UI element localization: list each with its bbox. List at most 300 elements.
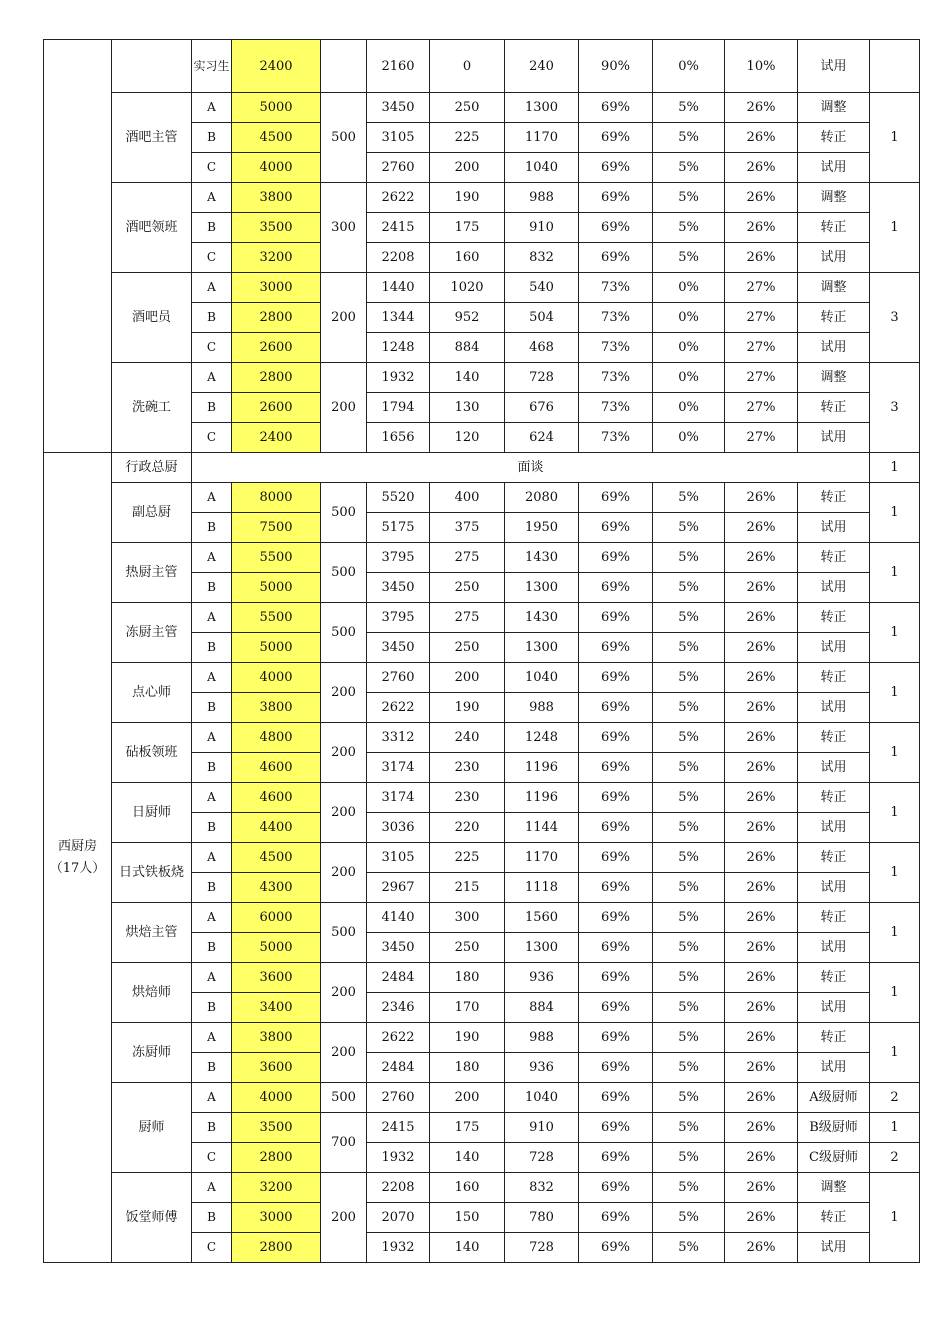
percent-cell: 26%: [725, 1113, 798, 1143]
grade-cell: C: [192, 153, 232, 183]
value-cell: 3312: [367, 723, 430, 753]
base-salary-cell: 3400: [232, 993, 321, 1023]
count-cell: 3: [870, 273, 920, 363]
value-cell: 3450: [367, 93, 430, 123]
percent-cell: 5%: [653, 1233, 725, 1263]
base-salary-cell: 2400: [232, 40, 321, 93]
percent-cell: 69%: [579, 1023, 653, 1053]
percent-cell: 26%: [725, 93, 798, 123]
value-cell: 240: [430, 723, 505, 753]
count-cell: 1: [870, 603, 920, 663]
grade-cell: B: [192, 633, 232, 663]
percent-cell: 69%: [579, 903, 653, 933]
grade-cell: B: [192, 933, 232, 963]
value-cell: 1040: [505, 663, 579, 693]
value-cell: 1430: [505, 543, 579, 573]
value-cell: 2622: [367, 1023, 430, 1053]
percent-cell: 26%: [725, 873, 798, 903]
grade-cell: B: [192, 393, 232, 423]
grade-cell: A: [192, 363, 232, 393]
value-cell: 3036: [367, 813, 430, 843]
value-cell: 275: [430, 603, 505, 633]
percent-cell: 5%: [653, 993, 725, 1023]
value-cell: 3174: [367, 783, 430, 813]
value-cell: 910: [505, 1113, 579, 1143]
percent-cell: 26%: [725, 1173, 798, 1203]
value-cell: 3174: [367, 753, 430, 783]
percent-cell: 69%: [579, 963, 653, 993]
value-cell: 150: [430, 1203, 505, 1233]
value-cell: 1144: [505, 813, 579, 843]
percent-cell: 5%: [653, 1113, 725, 1143]
percent-cell: 5%: [653, 633, 725, 663]
base-salary-cell: 3800: [232, 1023, 321, 1053]
value-cell: 170: [430, 993, 505, 1023]
note-cell: 转正: [798, 303, 870, 333]
note-cell: 调整: [798, 273, 870, 303]
count-cell: 2: [870, 1083, 920, 1113]
percent-cell: 73%: [579, 423, 653, 453]
value-cell: 1196: [505, 753, 579, 783]
percent-cell: 26%: [725, 903, 798, 933]
percent-cell: 5%: [653, 1173, 725, 1203]
percent-cell: 69%: [579, 603, 653, 633]
percent-cell: 69%: [579, 663, 653, 693]
count-cell: 1: [870, 1023, 920, 1083]
percent-cell: 5%: [653, 903, 725, 933]
count-cell: [870, 40, 920, 93]
percent-cell: 69%: [579, 543, 653, 573]
subsidy-cell: 200: [321, 723, 367, 783]
percent-cell: 26%: [725, 123, 798, 153]
value-cell: 2484: [367, 1053, 430, 1083]
value-cell: 952: [430, 303, 505, 333]
grade-cell: A: [192, 483, 232, 513]
value-cell: 1344: [367, 303, 430, 333]
note-cell: 转正: [798, 1023, 870, 1053]
grade-cell: B: [192, 573, 232, 603]
base-salary-cell: 4000: [232, 153, 321, 183]
base-salary-cell: 5000: [232, 933, 321, 963]
base-salary-cell: 3600: [232, 963, 321, 993]
value-cell: 832: [505, 1173, 579, 1203]
value-cell: 936: [505, 1053, 579, 1083]
subsidy-cell: 200: [321, 273, 367, 363]
percent-cell: 69%: [579, 213, 653, 243]
value-cell: 1118: [505, 873, 579, 903]
percent-cell: 5%: [653, 933, 725, 963]
value-cell: 2070: [367, 1203, 430, 1233]
position-cell: 洗碗工: [112, 363, 192, 453]
value-cell: 250: [430, 933, 505, 963]
subsidy-cell: 500: [321, 483, 367, 543]
note-cell: 试用: [798, 633, 870, 663]
base-salary-cell: 4000: [232, 1083, 321, 1113]
subsidy-cell: 500: [321, 603, 367, 663]
percent-cell: 5%: [653, 153, 725, 183]
base-salary-cell: 5000: [232, 93, 321, 123]
value-cell: 728: [505, 363, 579, 393]
grade-cell: A: [192, 603, 232, 633]
position-cell: 饭堂师傅: [112, 1173, 192, 1263]
note-cell: 转正: [798, 963, 870, 993]
percent-cell: 5%: [653, 1143, 725, 1173]
percent-cell: 5%: [653, 213, 725, 243]
grade-cell: A: [192, 543, 232, 573]
value-cell: 1300: [505, 573, 579, 603]
value-cell: 200: [430, 663, 505, 693]
value-cell: 1248: [505, 723, 579, 753]
percent-cell: 5%: [653, 1023, 725, 1053]
base-salary-cell: 3500: [232, 213, 321, 243]
value-cell: 200: [430, 1083, 505, 1113]
note-cell: 转正: [798, 213, 870, 243]
value-cell: 240: [505, 40, 579, 93]
grade-cell: A: [192, 783, 232, 813]
base-salary-cell: 3200: [232, 1173, 321, 1203]
base-salary-cell: 4800: [232, 723, 321, 753]
value-cell: 504: [505, 303, 579, 333]
count-cell: 1: [870, 963, 920, 1023]
percent-cell: 69%: [579, 753, 653, 783]
value-cell: 2484: [367, 963, 430, 993]
note-cell: 试用: [798, 873, 870, 903]
base-salary-cell: 3800: [232, 693, 321, 723]
value-cell: 130: [430, 393, 505, 423]
percent-cell: 0%: [653, 423, 725, 453]
position-cell: 酒吧领班: [112, 183, 192, 273]
percent-cell: 69%: [579, 93, 653, 123]
grade-cell: A: [192, 663, 232, 693]
value-cell: 200: [430, 153, 505, 183]
percent-cell: 69%: [579, 1113, 653, 1143]
percent-cell: 27%: [725, 273, 798, 303]
count-cell: 1: [870, 93, 920, 183]
percent-cell: 26%: [725, 843, 798, 873]
grade-cell: A: [192, 1083, 232, 1113]
percent-cell: 69%: [579, 183, 653, 213]
value-cell: 230: [430, 783, 505, 813]
value-cell: 2967: [367, 873, 430, 903]
grade-cell: B: [192, 123, 232, 153]
grade-cell: A: [192, 1023, 232, 1053]
value-cell: 400: [430, 483, 505, 513]
value-cell: 676: [505, 393, 579, 423]
position-cell: 酒吧员: [112, 273, 192, 363]
value-cell: 3795: [367, 543, 430, 573]
value-cell: 160: [430, 1173, 505, 1203]
value-cell: 175: [430, 213, 505, 243]
position-cell: 烘焙主管: [112, 903, 192, 963]
value-cell: 832: [505, 243, 579, 273]
percent-cell: 5%: [653, 243, 725, 273]
grade-cell: B: [192, 1053, 232, 1083]
value-cell: 160: [430, 243, 505, 273]
percent-cell: 26%: [725, 1023, 798, 1053]
percent-cell: 5%: [653, 783, 725, 813]
value-cell: 3105: [367, 843, 430, 873]
note-cell: 试用: [798, 813, 870, 843]
percent-cell: 26%: [725, 483, 798, 513]
base-salary-cell: 6000: [232, 903, 321, 933]
percent-cell: 26%: [725, 633, 798, 663]
percent-cell: 69%: [579, 483, 653, 513]
value-cell: 936: [505, 963, 579, 993]
grade-cell: B: [192, 693, 232, 723]
percent-cell: 73%: [579, 393, 653, 423]
position-cell: 点心师: [112, 663, 192, 723]
percent-cell: 26%: [725, 993, 798, 1023]
value-cell: 2760: [367, 1083, 430, 1113]
percent-cell: 5%: [653, 1203, 725, 1233]
percent-cell: 69%: [579, 1083, 653, 1113]
note-cell: 转正: [798, 543, 870, 573]
base-salary-cell: 7500: [232, 513, 321, 543]
count-cell: 1: [870, 903, 920, 963]
note-cell: 转正: [798, 663, 870, 693]
value-cell: 190: [430, 1023, 505, 1053]
percent-cell: 5%: [653, 1053, 725, 1083]
grade-cell: A: [192, 723, 232, 753]
subsidy-cell: 200: [321, 363, 367, 453]
value-cell: 3450: [367, 933, 430, 963]
percent-cell: 0%: [653, 303, 725, 333]
percent-cell: 26%: [725, 543, 798, 573]
percent-cell: 10%: [725, 40, 798, 93]
count-cell: 1: [870, 1173, 920, 1263]
grade-cell: B: [192, 813, 232, 843]
value-cell: 250: [430, 633, 505, 663]
note-cell: 调整: [798, 93, 870, 123]
value-cell: 2760: [367, 153, 430, 183]
subsidy-cell: 200: [321, 1023, 367, 1083]
subsidy-cell: 700: [321, 1113, 367, 1173]
value-cell: 140: [430, 1143, 505, 1173]
value-cell: 884: [430, 333, 505, 363]
note-cell: A级厨师: [798, 1083, 870, 1113]
value-cell: 0: [430, 40, 505, 93]
percent-cell: 26%: [725, 1143, 798, 1173]
percent-cell: 26%: [725, 183, 798, 213]
position-cell: 行政总厨: [112, 453, 192, 483]
percent-cell: 5%: [653, 873, 725, 903]
subsidy-cell: 200: [321, 783, 367, 843]
percent-cell: 69%: [579, 633, 653, 663]
percent-cell: 69%: [579, 1173, 653, 1203]
percent-cell: 5%: [653, 123, 725, 153]
dept-cell-west-kitchen: 西厨房（17人）: [44, 453, 112, 1263]
value-cell: 2208: [367, 243, 430, 273]
subsidy-cell: 200: [321, 843, 367, 903]
base-salary-cell: 2800: [232, 363, 321, 393]
note-cell: 试用: [798, 693, 870, 723]
percent-cell: 27%: [725, 423, 798, 453]
value-cell: 225: [430, 843, 505, 873]
percent-cell: 69%: [579, 1143, 653, 1173]
percent-cell: 5%: [653, 963, 725, 993]
value-cell: 1170: [505, 123, 579, 153]
value-cell: 1170: [505, 843, 579, 873]
value-cell: 1040: [505, 153, 579, 183]
count-cell: 1: [870, 663, 920, 723]
grade-cell: B: [192, 1113, 232, 1143]
grade-cell: B: [192, 873, 232, 903]
base-salary-cell: 5500: [232, 543, 321, 573]
percent-cell: 5%: [653, 753, 725, 783]
value-cell: 3450: [367, 633, 430, 663]
value-cell: 1020: [430, 273, 505, 303]
base-salary-cell: 2800: [232, 1143, 321, 1173]
position-cell: 冻厨师: [112, 1023, 192, 1083]
value-cell: 910: [505, 213, 579, 243]
grade-cell: C: [192, 333, 232, 363]
value-cell: 1300: [505, 933, 579, 963]
percent-cell: 69%: [579, 873, 653, 903]
percent-cell: 69%: [579, 693, 653, 723]
value-cell: 250: [430, 573, 505, 603]
note-cell: 转正: [798, 783, 870, 813]
note-cell: 试用: [798, 573, 870, 603]
percent-cell: 69%: [579, 1233, 653, 1263]
subsidy-cell: 200: [321, 663, 367, 723]
percent-cell: 69%: [579, 1053, 653, 1083]
subsidy-cell: 200: [321, 1173, 367, 1263]
position-cell: 副总厨: [112, 483, 192, 543]
percent-cell: 5%: [653, 603, 725, 633]
value-cell: 3795: [367, 603, 430, 633]
subsidy-cell: 300: [321, 183, 367, 273]
percent-cell: 26%: [725, 723, 798, 753]
base-salary-cell: 3600: [232, 1053, 321, 1083]
percent-cell: 26%: [725, 243, 798, 273]
grade-cell: C: [192, 1233, 232, 1263]
value-cell: 540: [505, 273, 579, 303]
percent-cell: 73%: [579, 333, 653, 363]
position-cell: 酒吧主管: [112, 93, 192, 183]
value-cell: 2080: [505, 483, 579, 513]
percent-cell: 27%: [725, 393, 798, 423]
base-salary-cell: 5000: [232, 573, 321, 603]
value-cell: 1196: [505, 783, 579, 813]
base-salary-cell: 4300: [232, 873, 321, 903]
note-cell: 转正: [798, 123, 870, 153]
percent-cell: 26%: [725, 1233, 798, 1263]
percent-cell: 26%: [725, 513, 798, 543]
count-cell: 1: [870, 783, 920, 843]
value-cell: 2622: [367, 693, 430, 723]
note-cell: 转正: [798, 723, 870, 753]
grade-cell: B: [192, 213, 232, 243]
value-cell: 3105: [367, 123, 430, 153]
value-cell: 120: [430, 423, 505, 453]
value-cell: 175: [430, 1113, 505, 1143]
value-cell: 728: [505, 1233, 579, 1263]
grade-cell: C: [192, 1143, 232, 1173]
subsidy-cell: 500: [321, 1083, 367, 1113]
value-cell: 1560: [505, 903, 579, 933]
value-cell: 2415: [367, 213, 430, 243]
percent-cell: 5%: [653, 813, 725, 843]
note-cell: C级厨师: [798, 1143, 870, 1173]
value-cell: 728: [505, 1143, 579, 1173]
grade-cell: A: [192, 1173, 232, 1203]
base-salary-cell: 4400: [232, 813, 321, 843]
value-cell: 988: [505, 1023, 579, 1053]
count-cell: 1: [870, 723, 920, 783]
percent-cell: 73%: [579, 303, 653, 333]
count-cell: 1: [870, 183, 920, 273]
grade-cell: A: [192, 273, 232, 303]
count-cell: 1: [870, 843, 920, 903]
percent-cell: 0%: [653, 393, 725, 423]
value-cell: 275: [430, 543, 505, 573]
value-cell: 230: [430, 753, 505, 783]
percent-cell: 5%: [653, 573, 725, 603]
count-cell: 1: [870, 1113, 920, 1143]
position-cell: 日式铁板烧: [112, 843, 192, 903]
value-cell: 180: [430, 1053, 505, 1083]
percent-cell: 69%: [579, 843, 653, 873]
percent-cell: 5%: [653, 543, 725, 573]
base-salary-cell: 3000: [232, 1203, 321, 1233]
note-cell: 试用: [798, 40, 870, 93]
percent-cell: 26%: [725, 1203, 798, 1233]
grade-cell: A: [192, 903, 232, 933]
subsidy-cell: 200: [321, 963, 367, 1023]
value-cell: 190: [430, 693, 505, 723]
subsidy-cell: 500: [321, 93, 367, 183]
value-cell: 1794: [367, 393, 430, 423]
base-salary-cell: 4600: [232, 753, 321, 783]
base-salary-cell: 3800: [232, 183, 321, 213]
merged-interview-cell: 面谈: [192, 453, 870, 483]
base-salary-cell: 4500: [232, 843, 321, 873]
percent-cell: 26%: [725, 933, 798, 963]
value-cell: 225: [430, 123, 505, 153]
value-cell: 190: [430, 183, 505, 213]
value-cell: 884: [505, 993, 579, 1023]
note-cell: 试用: [798, 153, 870, 183]
percent-cell: 0%: [653, 40, 725, 93]
grade-cell: C: [192, 423, 232, 453]
percent-cell: 26%: [725, 153, 798, 183]
count-cell: 1: [870, 453, 920, 483]
percent-cell: 26%: [725, 1053, 798, 1083]
grade-cell: A: [192, 843, 232, 873]
value-cell: 1440: [367, 273, 430, 303]
percent-cell: 26%: [725, 753, 798, 783]
note-cell: 试用: [798, 753, 870, 783]
value-cell: 375: [430, 513, 505, 543]
grade-cell: A: [192, 963, 232, 993]
note-cell: 转正: [798, 483, 870, 513]
percent-cell: 69%: [579, 1203, 653, 1233]
grade-cell: A: [192, 183, 232, 213]
position-cell: 冻厨主管: [112, 603, 192, 663]
note-cell: 转正: [798, 603, 870, 633]
value-cell: 140: [430, 1233, 505, 1263]
value-cell: 220: [430, 813, 505, 843]
note-cell: 试用: [798, 333, 870, 363]
count-cell: 1: [870, 543, 920, 603]
dept-cell-prev: [44, 40, 112, 453]
base-salary-cell: 4600: [232, 783, 321, 813]
position-cell: 日厨师: [112, 783, 192, 843]
value-cell: 5520: [367, 483, 430, 513]
percent-cell: 26%: [725, 603, 798, 633]
percent-cell: 69%: [579, 783, 653, 813]
percent-cell: 90%: [579, 40, 653, 93]
